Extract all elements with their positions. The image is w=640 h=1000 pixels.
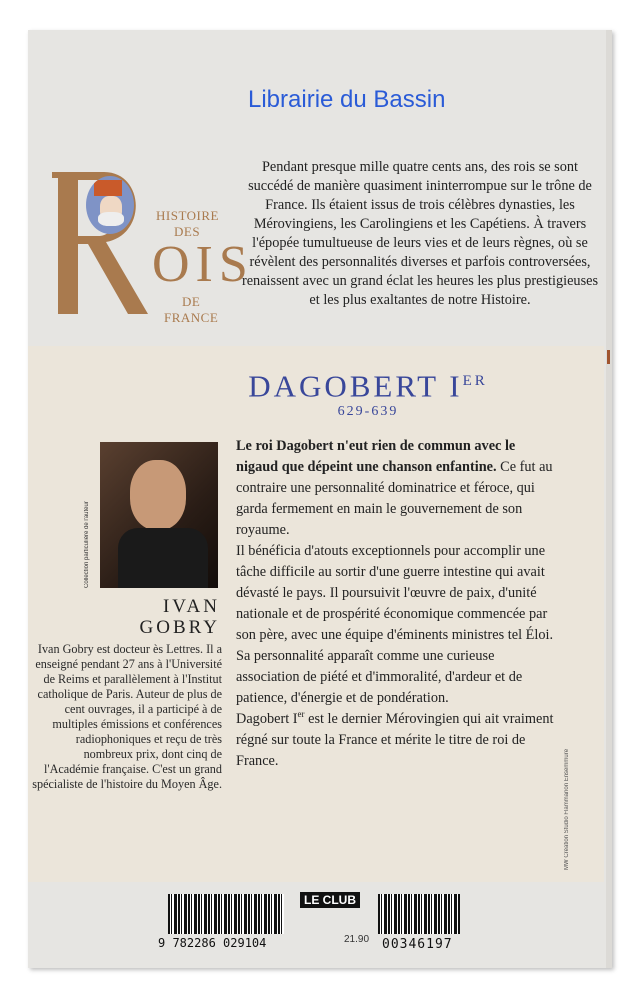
series-intro: Pendant presque mille quatre cents ans, des rois se sont succédé de manière quasiment ininterrompue sur le trône de France. Ils étaient issus de trois célèbres dynasties, les Mérovingiens, les Carolingiens et les Capétiens. À travers l'épopée tumultueuse de leurs vies et de leurs règnes, où se révèlent des personnalités diverses et parfois controversées, renaissent avec un grand éclat les heures les plus prestigieuses et les plus exaltantes de notre Histoire.	[241, 159, 599, 308]
spine-mark	[607, 350, 610, 364]
author-name	[88, 596, 220, 638]
book-back-cover	[28, 30, 612, 968]
lead-rest: Ce fut au contraire une personnalité dominatrice et féroce, qui garda fermement en main le gouvernement de son royaume.	[236, 459, 553, 538]
isbn-barcode	[168, 894, 284, 934]
logo-text: DES	[174, 224, 201, 239]
title-sup: ER	[462, 373, 488, 389]
p4-sup: er	[297, 709, 305, 720]
logo-text: FRANCE	[164, 310, 219, 325]
series-logo	[44, 168, 254, 328]
summary-p3: Sa personnalité apparaît comme une curieuse association de piété et d'immoralité, d'ardeur et de patience, d'énergie et de pondération.	[236, 648, 523, 706]
logo-text: DE	[182, 294, 201, 309]
summary-p2: Il bénéficia d'atouts exceptionnels pour accomplir une tâche difficile au sortir d'une guerre intestine qui avait dévasté le pays. Il poursuivit l'œuvre de paix, d'unité nationale et de prospérité économique commencée par son père, avec une équipe d'éminents ministres tel Éloi.	[236, 543, 554, 643]
club-code: 00346197	[382, 937, 453, 952]
logo-text: HISTOIRE	[156, 208, 219, 223]
lead-bold: Le roi Dagobert n'eut rien de commun avec le nigaud que dépeint une chanson enfantine.	[236, 438, 516, 475]
price: 21.90	[344, 934, 370, 945]
summary-p4	[236, 709, 554, 772]
author-bio: Ivan Gobry est docteur ès Lettres. Il a enseigné pendant 27 ans à l'Université de Reims et parallèlement à l'Institut catholique de Paris. Auteur de plus de cent ouvrages, il a participé à de multiples émissions et conférences radiophoniques et reçu de très nombreux prix, dont cinq de l'Académie française. C'est un grand spécialiste de l'histoire du Moyen Âge.	[32, 642, 222, 791]
king-illustration-icon	[86, 176, 134, 234]
book-summary	[236, 436, 554, 772]
le-club-logo: LE CLUB	[300, 892, 360, 908]
photo-credit: Collection particulière de l'auteur	[84, 501, 90, 588]
p4-a: Dagobert I	[236, 711, 298, 727]
design-credit: MW Création Studio Flammarion Ensemmure	[564, 748, 570, 870]
summary-p1	[236, 436, 554, 541]
club-barcode	[378, 894, 460, 934]
reign-dates: 629-639	[337, 404, 399, 419]
author-first: IVAN	[162, 596, 220, 617]
author-photo	[100, 442, 218, 588]
spine-edge	[606, 30, 612, 968]
book-title	[228, 363, 508, 404]
title-text: DAGOBERT I	[248, 368, 463, 404]
author-last: GOBRY	[139, 617, 220, 638]
isbn-number: 9 782286 029104	[158, 936, 267, 950]
p4-b: est le dernier Mérovingien qui ait vraiment régné sur toute la France et mérite le titre de roi de France.	[236, 711, 554, 769]
logo-text-ois: OIS	[152, 236, 254, 293]
watermark: Librairie du Bassin	[248, 86, 446, 113]
